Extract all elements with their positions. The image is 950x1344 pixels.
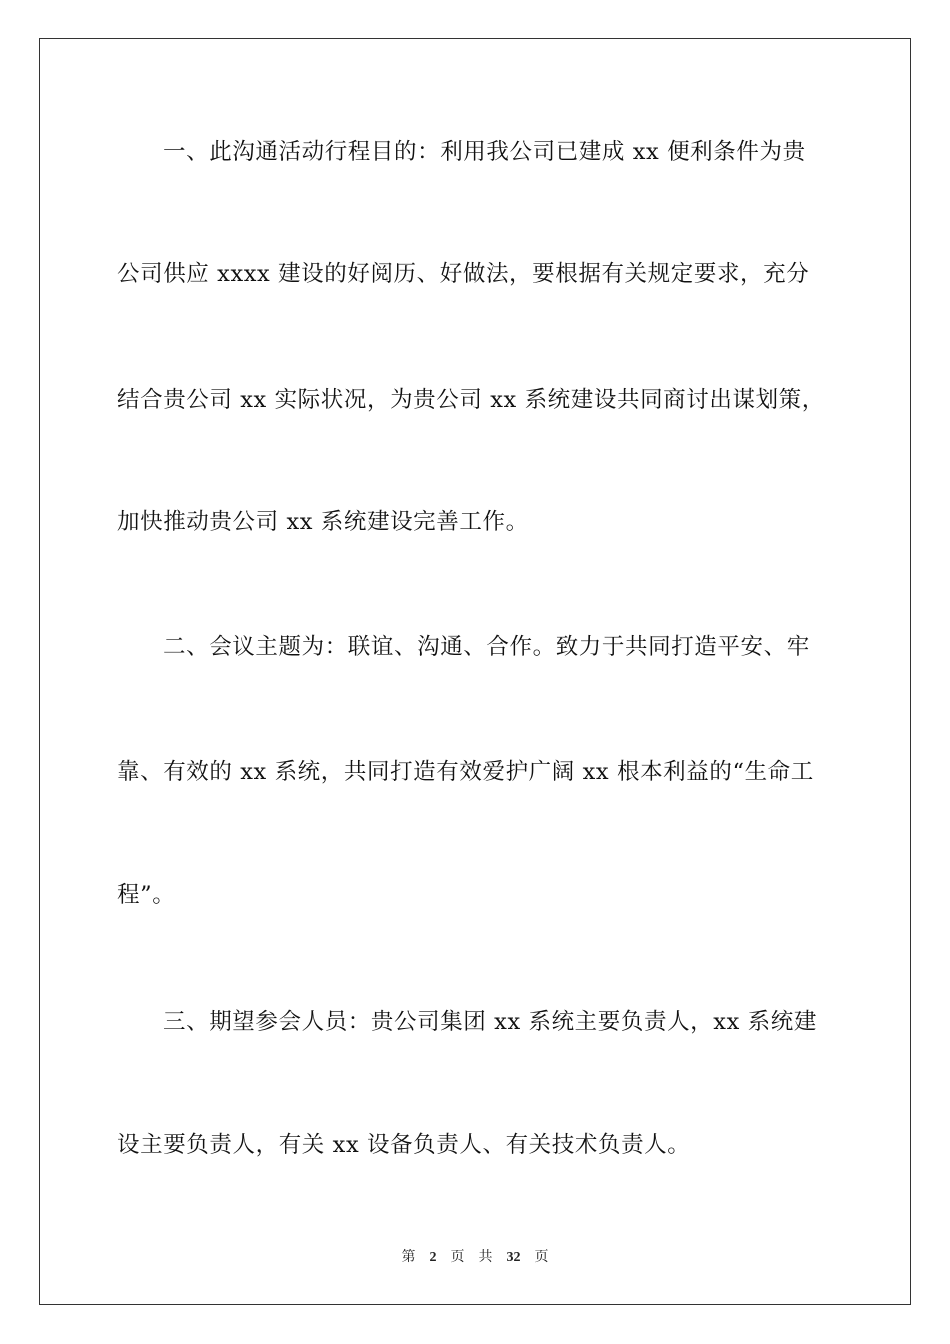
paragraph-2-line-3: 程”。 [117, 882, 176, 908]
paragraph-1-line-2: 公司供应 xxxx 建设的好阅历、好做法，要根据有关规定要求，充分 [117, 261, 810, 287]
total-suffix: 页 [534, 1249, 549, 1265]
page-prefix: 第 [401, 1249, 416, 1265]
paragraph-3-line-1: 三、期望参会人员：贵公司集团 xx 系统主要负责人，xx 系统建 [163, 1009, 817, 1035]
paragraph-1-line-1: 一、此沟通活动行程目的：利用我公司已建成 xx 便利条件为贵 [163, 139, 806, 165]
paragraph-2-line-1: 二、会议主题为：联谊、沟通、合作。致力于共同打造平安、牢 [163, 634, 810, 660]
page-suffix: 页 [450, 1249, 465, 1265]
total-page-count: 32 [506, 1250, 521, 1265]
paragraph-2-line-2: 靠、有效的 xx 系统，共同打造有效爱护广阔 xx 根本利益的“生命工 [117, 759, 814, 785]
paragraph-3-line-2: 设主要负责人，有关 xx 设备负责人、有关技术负责人。 [117, 1132, 691, 1158]
page-border [39, 38, 911, 1305]
paragraph-1-line-3: 结合贵公司 xx 实际状况，为贵公司 xx 系统建设共同商讨出谋划策， [117, 387, 825, 413]
page-footer [0, 1248, 950, 1267]
total-prefix: 共 [478, 1249, 493, 1265]
paragraph-1-line-4: 加快推动贵公司 xx 系统建设完善工作。 [117, 509, 529, 535]
page-number-indicator [402, 1249, 465, 1265]
total-pages-indicator [479, 1249, 549, 1265]
current-page-number: 2 [429, 1250, 437, 1265]
